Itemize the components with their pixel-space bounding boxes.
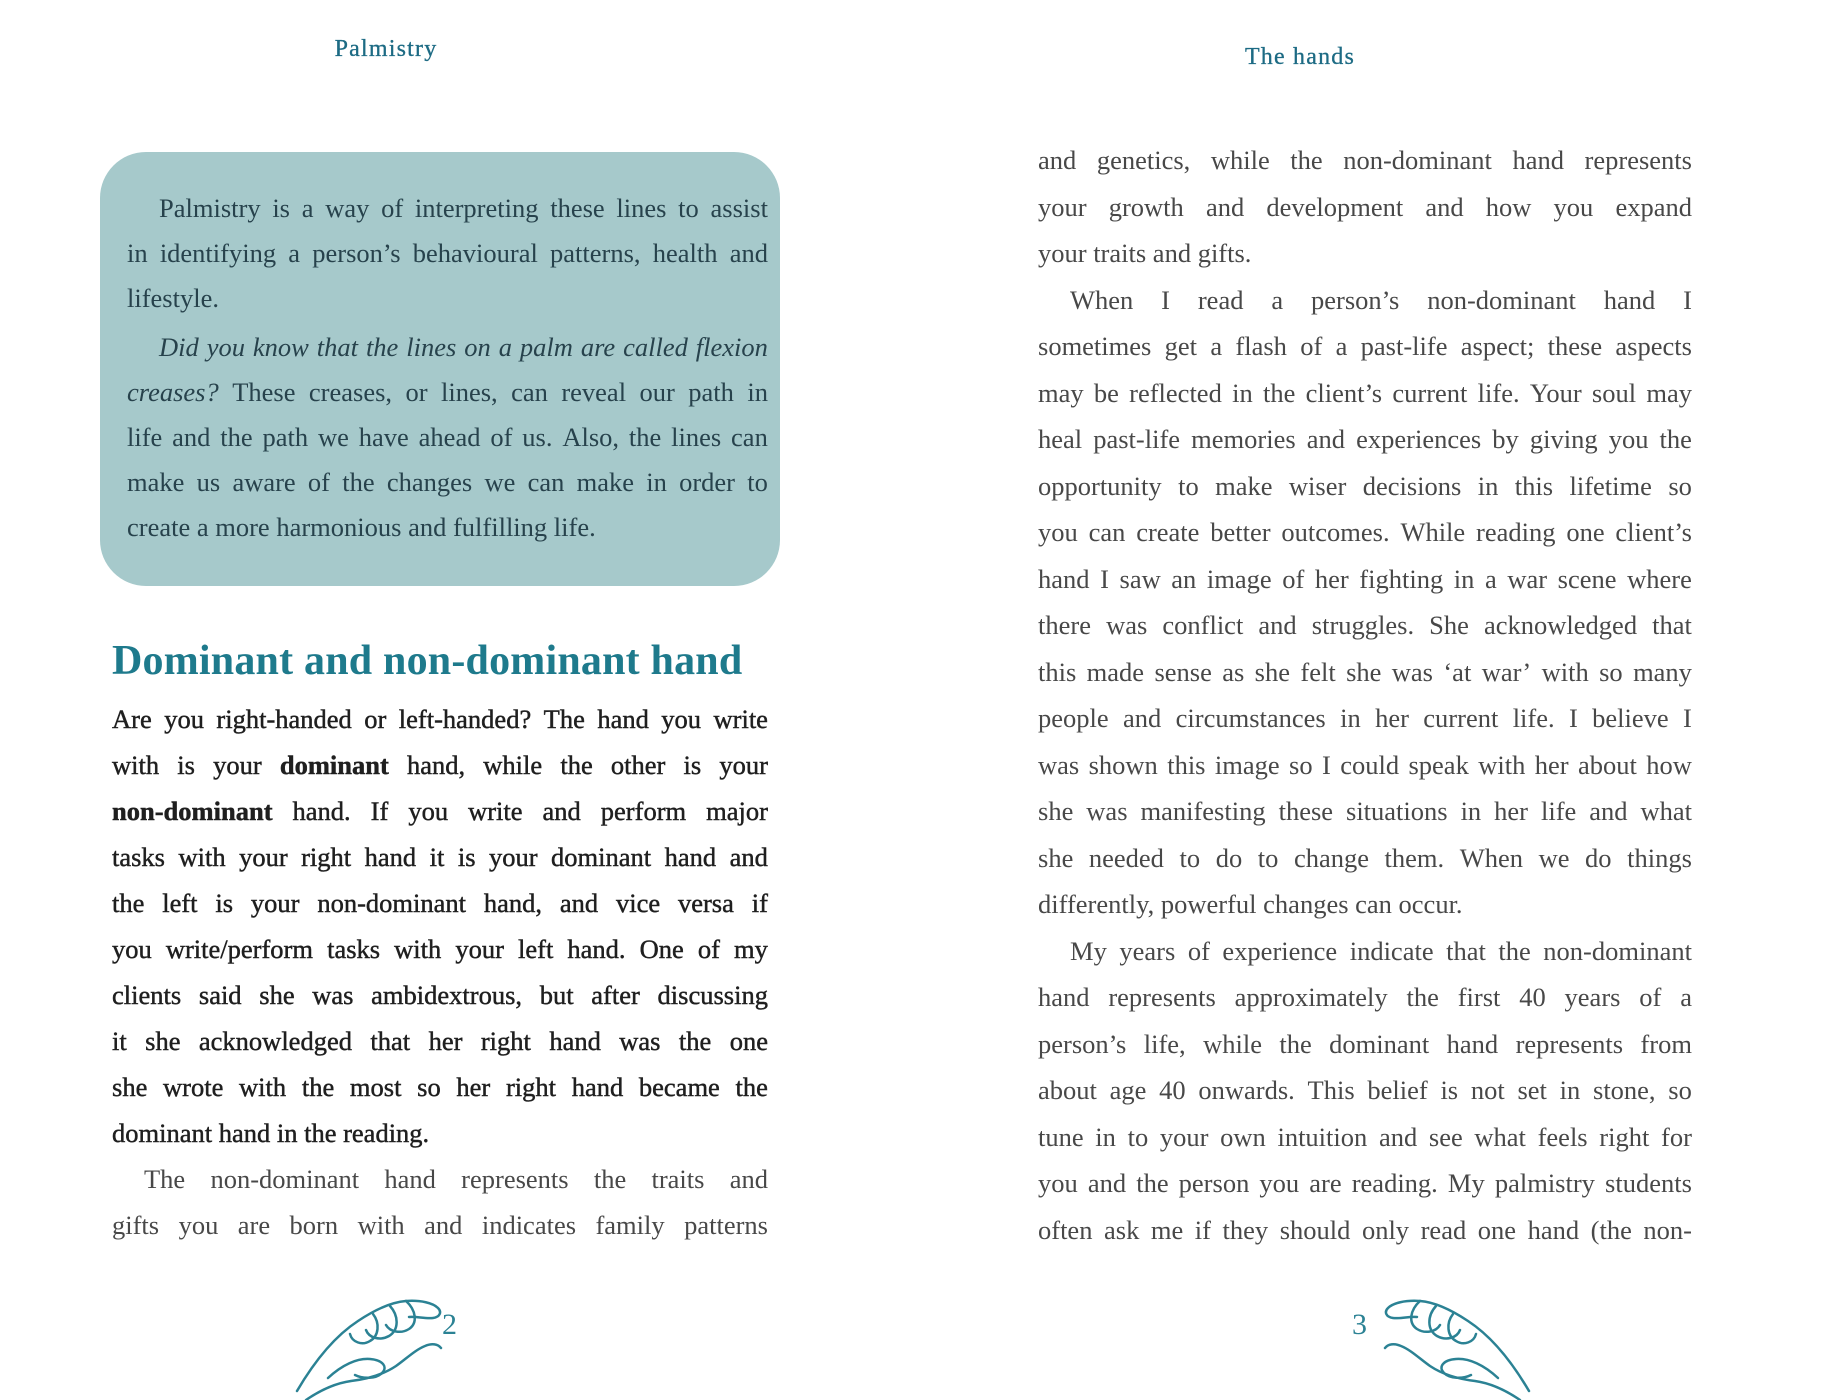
text-line: it she acknowledged that her right hand was the one	[112, 1026, 768, 1056]
text-line: she needed to do to change them. When we do things	[1038, 842, 1692, 873]
text-line: you write/perform tasks with your left hand. One of my	[112, 934, 768, 964]
page-right	[916, 0, 1831, 1400]
text-line: hand I saw an image of her fighting in a war scene where	[1038, 563, 1692, 594]
text-line: this made sense as she felt she was ‘at war’ with so many	[1038, 656, 1692, 687]
text-line: sometimes get a flash of a past-life aspect; these aspects	[1038, 331, 1692, 361]
text-line: differently, powerful changes can occur.	[1038, 889, 1463, 919]
callout-box-text	[127, 186, 768, 550]
section-heading: Dominant and non-dominant hand	[112, 638, 743, 684]
text-line: may be reflected in the client’s current life. Your soul may	[1038, 377, 1692, 408]
callout-box	[100, 152, 780, 586]
text-line: create a more harmonious and fulfilling life.	[127, 512, 596, 542]
text-line: The non-dominant hand represents the traits and	[144, 1164, 768, 1194]
text-line: there was conflict and struggles. She acknowledged that	[1038, 610, 1692, 640]
page-left	[0, 0, 915, 1400]
text-line: with is your dominant hand, while the other is your	[112, 750, 768, 780]
text-line: life and the path we have ahead of us. Also, the lines can	[127, 422, 768, 452]
text-line: your growth and development and how you expand	[1038, 191, 1692, 222]
text-line: Did you know that the lines on a palm are called flexion	[159, 332, 768, 362]
text-line: creases? These creases, or lines, can reveal our path in	[127, 377, 768, 407]
running-head-left: Palmistry	[334, 36, 438, 62]
text-line: was shown this image so I could speak with her about how	[1038, 749, 1692, 780]
text-line: she was manifesting these situations in her life and what	[1038, 796, 1692, 826]
hand-line-art-icon-left	[294, 1288, 444, 1400]
page-number-left: 2	[442, 1308, 457, 1341]
text-line: Palmistry is a way of interpreting these lines to assist	[159, 193, 768, 223]
text-line: Are you right-handed or left-handed? The hand you write	[112, 704, 768, 734]
hand-line-art-svg	[1382, 1288, 1532, 1400]
text-line: your traits and gifts.	[1038, 238, 1252, 268]
page-number-right: 3	[1352, 1308, 1367, 1341]
text-line: the left is your non-dominant hand, and vice versa if	[112, 888, 768, 918]
text-line: heal past-life memories and experiences by giving you the	[1038, 424, 1692, 454]
running-head-right: The hands	[1244, 44, 1356, 70]
text-line: person’s life, while the dominant hand represents from	[1038, 1028, 1692, 1059]
text-line: clients said she was ambidextrous, but after discussing	[112, 980, 768, 1010]
text-line: about age 40 onwards. This belief is not set in stone, so	[1038, 1075, 1692, 1105]
text-line: and genetics, while the non-dominant hand represents	[1038, 145, 1692, 175]
text-line: lifestyle.	[127, 283, 219, 313]
hand-line-art-svg	[294, 1288, 444, 1400]
text-line: non-dominant hand. If you write and perform major	[112, 796, 768, 826]
text-line: people and circumstances in her current life. I believe I	[1038, 703, 1692, 733]
text-line: tune in to your own intuition and see what feels right for	[1038, 1121, 1692, 1152]
text-line: gifts you are born with and indicates family patterns	[112, 1210, 768, 1240]
text-line: you and the person you are reading. My palmistry students	[1038, 1168, 1692, 1198]
text-line: tasks with your right hand it is your dominant hand and	[112, 842, 768, 872]
text-line: dominant hand in the reading.	[112, 1118, 430, 1148]
body-text-right	[1038, 137, 1692, 1253]
hand-line-art-icon-right	[1382, 1288, 1532, 1400]
text-line: make us aware of the changes we can make in order to	[127, 467, 768, 497]
text-line: in identifying a person’s behavioural patterns, health and	[127, 238, 768, 268]
text-line: My years of experience indicate that the non-dominant	[1070, 935, 1692, 966]
text-line: often ask me if they should only read one hand (the non-	[1038, 1214, 1692, 1245]
text-line: When I read a person’s non-dominant hand I	[1070, 284, 1692, 315]
text-line: hand represents approximately the first 40 years of a	[1038, 982, 1692, 1012]
text-line: she wrote with the most so her right hand became the	[112, 1072, 768, 1102]
text-line: opportunity to make wiser decisions in this lifetime so	[1038, 470, 1692, 501]
body-text-left	[112, 696, 768, 1248]
text-line: you can create better outcomes. While reading one client’s	[1038, 517, 1692, 547]
